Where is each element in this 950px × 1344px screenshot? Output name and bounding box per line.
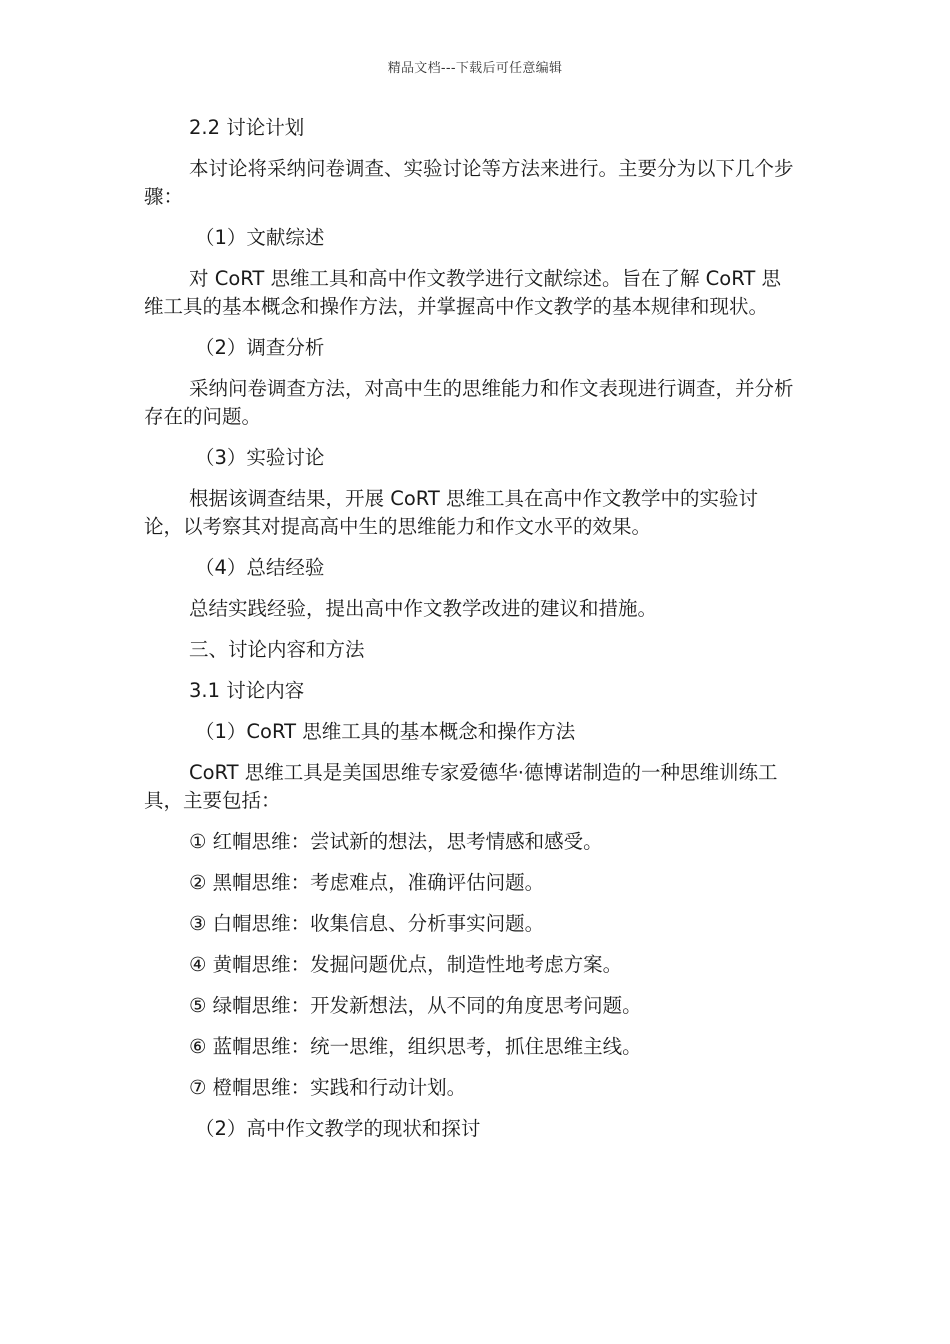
section-heading-3: 三、讨论内容和方法 [189,638,365,661]
document-body [144,114,796,1156]
content-heading-1: （1）CoRT 思维工具的基本概念和操作方法 [195,720,576,743]
section-heading-2-2: 2.2 讨论计划 [189,116,305,139]
list-item-orange-hat: ⑦ 橙帽思维：实践和行动计划。 [189,1076,467,1099]
list-item-black-hat: ② 黑帽思维：考虑难点，准确评估问题。 [189,871,545,894]
list-item-red-hat: ① 红帽思维：尝试新的想法，思考情感和感受。 [189,830,603,853]
page-header: 精品文档---下载后可任意编辑 [387,61,563,76]
paragraph-step-3: 根据该调查结果，开展 CoRT 思维工具在高中作文教学中的实验讨论，以考察其对提高高中生的思维能力和作文水平的效果。 [144,487,758,538]
step-heading-1: （1）文献综述 [195,226,325,249]
list-item-green-hat: ⑤ 绿帽思维：开发新想法，从不同的角度思考问题。 [189,994,642,1017]
paragraph-cort-intro: CoRT 思维工具是美国思维专家爱德华·德博诺制造的一种思维训练工具，主要包括： [144,761,778,812]
paragraph-step-2: 采纳问卷调查方法，对高中生的思维能力和作文表现进行调查，并分析存在的问题。 [144,377,794,428]
list-item-white-hat: ③ 白帽思维：收集信息、分析事实问题。 [189,912,545,935]
step-heading-2: （2）调查分析 [195,336,325,359]
section-heading-3-1: 3.1 讨论内容 [189,679,305,702]
paragraph-intro: 本讨论将采纳问卷调查、实验讨论等方法来进行。主要分为以下几个步骤： [144,157,794,208]
content-heading-2: （2）高中作文教学的现状和探讨 [195,1117,481,1140]
paragraph-step-4: 总结实践经验，提出高中作文教学改进的建议和措施。 [189,597,658,620]
list-item-blue-hat: ⑥ 蓝帽思维：统一思维，组织思考，抓住思维主线。 [189,1035,642,1058]
list-item-yellow-hat: ④ 黄帽思维：发掘问题优点，制造性地考虑方案。 [189,953,623,976]
paragraph-step-1: 对 CoRT 思维工具和高中作文教学进行文献综述。旨在了解 CoRT 思维工具的基本概念和操作方法，并掌握高中作文教学的基本规律和现状。 [144,267,781,318]
step-heading-3: （3）实验讨论 [195,446,325,469]
step-heading-4: （4）总结经验 [195,556,325,579]
